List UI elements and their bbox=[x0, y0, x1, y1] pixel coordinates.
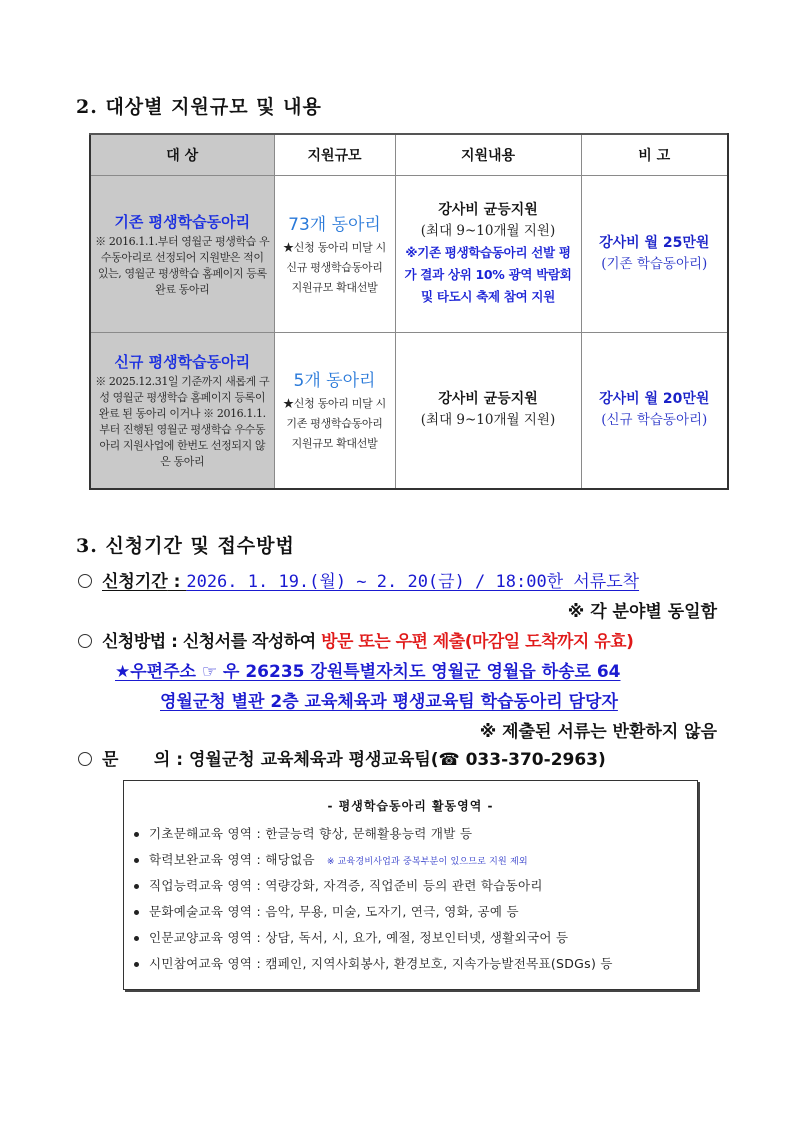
content-sub: (최대 9~10개월 지원) bbox=[420, 412, 556, 429]
target-cell bbox=[90, 333, 274, 489]
scale-note-3: 지원규모 확대선발 bbox=[291, 437, 378, 451]
scale-count: 5개 동아리 bbox=[293, 371, 376, 392]
activity-item-text: 인문교양교육 영역 : 상담, 독서, 시, 요가, 예절, 정보인터넷, 생활외국어 등 bbox=[149, 930, 569, 945]
support-table bbox=[89, 133, 729, 490]
content-sub: (최대 9~10개월 지원) bbox=[420, 223, 556, 239]
method-highlight: 방문 또는 우편 제출(마감일 도착까지 유효) bbox=[321, 632, 634, 652]
content-main: 강사비 균등지원 bbox=[438, 202, 538, 218]
scale-note-1: ★신청 동아리 미달 시 bbox=[283, 241, 386, 254]
remark-sub: (신규 학습동아리) bbox=[601, 412, 708, 429]
activity-item bbox=[134, 876, 543, 894]
bullet-icon bbox=[134, 858, 139, 863]
activity-item-text: 직업능력교육 영역 : 역량강화, 자격증, 직업준비 등의 관련 학습동아리 bbox=[149, 878, 543, 893]
inquiry-line bbox=[78, 745, 606, 770]
remark-sub: (기존 학습동아리) bbox=[601, 256, 708, 272]
period-line bbox=[78, 567, 639, 592]
period-note: ※ 각 분야별 동일함 bbox=[567, 602, 717, 622]
bullet-icon bbox=[134, 936, 139, 941]
scale-note-2: 기존 평생학습동아리 bbox=[286, 417, 383, 431]
activity-item-text: 문화예술교육 영역 : 음악, 무용, 미술, 도자기, 연극, 영화, 공예 등 bbox=[149, 904, 519, 919]
bullet-icon bbox=[134, 832, 139, 837]
circle-bullet-icon bbox=[78, 634, 92, 648]
activity-item bbox=[134, 928, 568, 946]
header-target: 대 상 bbox=[90, 134, 274, 176]
scale-count: 73개 동아리 bbox=[288, 215, 381, 235]
circle-bullet-icon bbox=[78, 752, 92, 766]
bullet-icon bbox=[134, 910, 139, 915]
period-separator: : bbox=[167, 572, 187, 592]
inquiry-label: 문 의 bbox=[102, 750, 171, 770]
method-separator: : bbox=[165, 632, 183, 652]
table-header-row bbox=[90, 134, 728, 176]
activity-item bbox=[134, 954, 613, 972]
header-scale: 지원규모 bbox=[274, 134, 395, 176]
activity-item bbox=[134, 850, 528, 868]
method-line bbox=[78, 627, 633, 652]
remark-cell bbox=[581, 333, 728, 489]
activity-item-text: 학력보완교육 영역 : 해당없음 bbox=[149, 852, 315, 867]
period-value: 2026. 1. 19.(월) ~ 2. 20(금) / 18:00한 서류도착 bbox=[186, 572, 640, 592]
content-blue-note: ※기존 평생학습동아리 선발 평가 결과 상위 10% 광역 박람회 및 타도시 축제 참여 지원 bbox=[404, 245, 572, 304]
period-label: 신청기간 bbox=[102, 572, 168, 592]
method-label: 신청방법 bbox=[102, 632, 166, 652]
bullet-icon bbox=[134, 962, 139, 967]
method-note: ※ 제출된 서류는 반환하지 않음 bbox=[479, 722, 717, 742]
content-cell bbox=[395, 176, 581, 333]
table-row bbox=[90, 176, 728, 333]
bullet-icon bbox=[134, 884, 139, 889]
circle-bullet-icon bbox=[78, 574, 92, 588]
activity-area-box bbox=[123, 780, 698, 990]
activity-item bbox=[134, 902, 519, 920]
remark-main: 강사비 월 25만원 bbox=[599, 235, 710, 251]
target-cell bbox=[90, 176, 274, 333]
scale-note-1: ★신청 동아리 미달 시 bbox=[283, 397, 386, 411]
inquiry-value: 영월군청 교육체육과 평생교육팀(☎ 033-370-2963) bbox=[189, 750, 606, 770]
header-remark: 비 고 bbox=[581, 134, 728, 176]
content-cell bbox=[395, 333, 581, 489]
target-note: ※ 2025.12.31일 기준까지 새롭게 구성 영월군 평생학습 홈페이지 등록이 완료 된 동아리 이거나 ※ 2016.1.1.부터 진행된 영월군 평생학습 우수동아리 지원사업에 한번도 선정되지 않은 동아리 bbox=[95, 374, 270, 468]
activity-box-title: - 평생학습동아리 활동영역 - bbox=[327, 799, 494, 813]
content-main: 강사비 균등지원 bbox=[438, 391, 538, 408]
target-note: ※ 2016.1.1.부터 영월군 평생학습 우수동아리로 선정되어 지원받은 적이 있는, 영월군 평생학습 홈페이지 등록 완료 동아리 bbox=[95, 234, 270, 296]
activity-item-text: 시민참여교육 영역 : 캠페인, 지역사회봉사, 환경보호, 지속가능발전목표(SDGs) 등 bbox=[149, 956, 613, 971]
activity-item bbox=[134, 824, 472, 842]
method-text: 신청서를 작성하여 bbox=[182, 632, 322, 652]
target-title: 신규 평생학습동아리 bbox=[114, 352, 251, 371]
scale-note-3: 지원규모 확대선발 bbox=[291, 281, 378, 294]
section-3-heading: 3. 신청기간 및 접수방법 bbox=[76, 535, 295, 557]
scale-cell bbox=[274, 333, 395, 489]
remark-main: 강사비 월 20만원 bbox=[599, 391, 710, 408]
scale-note-2: 신규 평생학습동아리 bbox=[286, 261, 383, 274]
scale-cell bbox=[274, 176, 395, 333]
target-title: 기존 평생학습동아리 bbox=[114, 212, 251, 231]
activity-item-text: 기초문해교육 영역 : 한글능력 향상, 문해활용능력 개발 등 bbox=[149, 826, 473, 841]
header-content: 지원내용 bbox=[395, 134, 581, 176]
postal-address-line1: ★우편주소 ☞ 우 26235 강원특별자치도 영월군 영월읍 하송로 64 bbox=[115, 662, 621, 682]
postal-address-line2: 영월군청 별관 2층 교육체육과 평생교육팀 학습동아리 담당자 bbox=[160, 692, 618, 712]
remark-cell bbox=[581, 176, 728, 333]
activity-item-note: ※ 교육경비사업과 중복부분이 있으므로 지원 제외 bbox=[326, 857, 528, 867]
table-row bbox=[90, 333, 728, 489]
section-2-heading: 2. 대상별 지원규모 및 내용 bbox=[76, 96, 322, 118]
inquiry-separator: : bbox=[170, 750, 189, 770]
